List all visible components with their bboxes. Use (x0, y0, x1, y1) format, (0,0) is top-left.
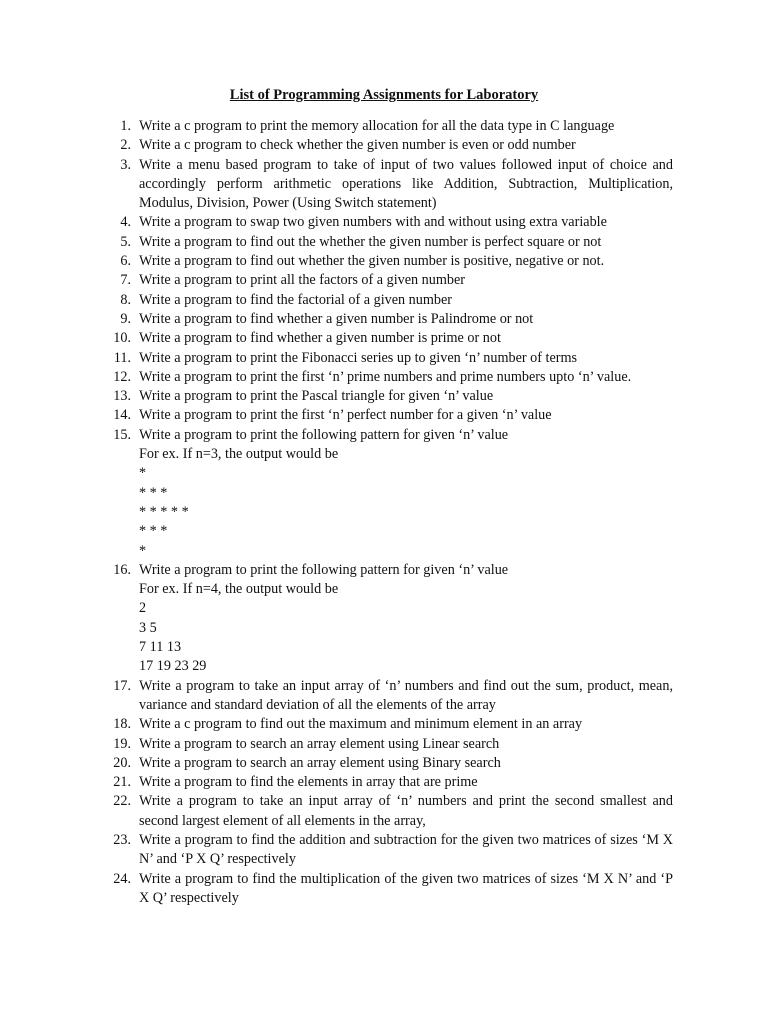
pattern-example-label: For ex. If n=3, the output would be (139, 446, 339, 463)
item-text: Write a c program to check whether the given number is even or odd number (139, 137, 576, 154)
item-number: 15. (113, 426, 131, 443)
list-item (0, 773, 768, 792)
list-item (0, 677, 768, 716)
list-item (0, 792, 768, 831)
item-number: 13. (113, 388, 131, 405)
list-item (0, 754, 768, 773)
list-item (0, 136, 768, 155)
list-item (0, 310, 768, 329)
item-number: 24. (113, 870, 131, 887)
item-number: 1. (120, 118, 131, 134)
pattern-line: * * * (139, 484, 168, 501)
list-item (0, 831, 768, 870)
list-item (0, 329, 768, 348)
item-text: Write a c program to find out the maximum and minimum element in an array (139, 716, 583, 733)
list-item (0, 561, 768, 677)
item-text: Write a program to search an array element using Linear search (139, 735, 500, 752)
item-number: 18. (113, 716, 131, 733)
list-item (0, 349, 768, 368)
item-number: 3. (120, 156, 131, 173)
item-number: 11. (113, 349, 131, 366)
pattern-example-label: For ex. If n=4, the output would be (139, 581, 339, 598)
pattern-line: 17 19 23 29 (139, 658, 207, 675)
list-item (0, 406, 768, 425)
item-text: Write a program to find the factorial of a given number (139, 291, 453, 308)
item-text: Write a program to print the first ‘n’ prime numbers and prime numbers upto ‘n’ value. (139, 368, 632, 385)
item-number: 12. (113, 368, 131, 385)
item-number: 8. (120, 291, 131, 308)
item-text: Write a program to find out whether the given number is positive, negative or not. (139, 253, 605, 270)
list-item (0, 387, 768, 406)
pattern-line: * (139, 542, 147, 559)
pattern-line: * * * * * (139, 503, 189, 520)
item-number: 21. (113, 774, 131, 791)
pattern-line: * * * (139, 523, 168, 540)
item-number: 5. (120, 233, 131, 250)
item-text: Write a program to print the Fibonacci series up to given ‘n’ number of terms (139, 349, 578, 366)
item-text: Write a program to find whether a given number is Palindrome or not (139, 310, 534, 327)
item-number: 22. (113, 793, 131, 810)
item-text: Write a program to print the first ‘n’ perfect number for a given ‘n’ value (139, 407, 552, 424)
item-text: Write a program to print all the factors of a given number (139, 272, 466, 289)
pattern-line: * (139, 465, 147, 482)
item-number: 14. (113, 407, 131, 424)
item-text: Write a program to find the elements in array that are prime (139, 774, 478, 791)
list-item (0, 213, 768, 232)
item-text: Write a menu based program to take of input of two values followed input of choice and accordingly perform arithmetic operations like Addition, Subtraction, Multiplication, Modulus, Division, Power (Using Switch statement) (139, 156, 673, 212)
item-number: 4. (120, 214, 131, 231)
list-item (0, 870, 768, 909)
list-item (0, 291, 768, 310)
list-item (0, 156, 768, 214)
item-text: Write a program to find out the whether the given number is perfect square or not (139, 233, 602, 250)
item-number: 2. (120, 137, 131, 154)
item-text: Write a program to find the multiplication of the given two matrices of sizes ‘M X N’ and ‘P X Q’ respectively (139, 870, 673, 906)
item-number: 16. (113, 561, 131, 578)
list-item (0, 715, 768, 734)
pattern-line: 2 (139, 600, 147, 617)
list-item (0, 426, 768, 561)
pattern-line: 7 11 13 (139, 639, 182, 656)
pattern-line: 3 5 (139, 619, 157, 636)
list-item (0, 252, 768, 271)
item-text: Write a program to print the following pattern for given ‘n’ value (139, 561, 509, 578)
item-text: Write a program to print the following pattern for given ‘n’ value (139, 426, 509, 443)
item-text: Write a program to search an array element using Binary search (139, 754, 501, 771)
item-text: Write a program to take an input array of ‘n’ numbers and print the second smallest and second largest element of all elements in the array, (139, 793, 673, 829)
item-number: 6. (120, 253, 131, 270)
list-item (0, 735, 768, 754)
list-item (0, 271, 768, 290)
item-text: Write a program to print the Pascal triangle for given ‘n’ value (139, 388, 494, 405)
item-number: 17. (113, 677, 131, 694)
item-number: 7. (120, 272, 131, 289)
item-number: 9. (120, 310, 131, 327)
item-text: Write a c program to print the memory allocation for all the data type in C language (139, 118, 615, 134)
item-number: 23. (113, 831, 131, 848)
item-number: 19. (113, 735, 131, 752)
item-number: 10. (113, 330, 131, 347)
assignment-list (0, 117, 768, 908)
item-text: Write a program to find whether a given number is prime or not (139, 330, 501, 347)
list-item (0, 368, 768, 387)
item-text: Write a program to find the addition and subtraction for the given two matrices of sizes ‘M X N’ and ‘P X Q’ respectively (139, 831, 673, 868)
item-text: Write a program to take an input array of ‘n’ numbers and find out the sum, product, mean, variance and standard deviation of all the elements of the array (139, 677, 673, 713)
item-number: 20. (113, 754, 131, 771)
item-text: Write a program to swap two given numbers with and without using extra variable (139, 214, 607, 231)
list-item (0, 233, 768, 252)
page-title: List of Programming Assignments for Laboratory (229, 87, 539, 103)
list-item (0, 117, 768, 136)
